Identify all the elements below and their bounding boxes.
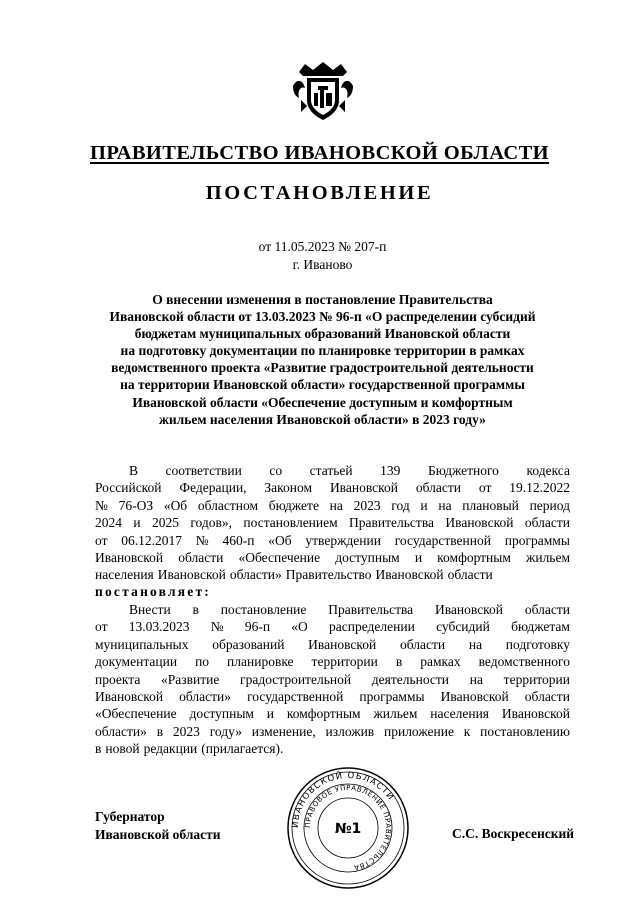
seal-outer-text: ИВАНОВСКОЙ ОБЛАСТИ bbox=[290, 770, 396, 829]
word: распределении bbox=[329, 619, 415, 635]
word: области» bbox=[95, 723, 147, 739]
word: годов», bbox=[190, 515, 233, 531]
text-line bbox=[95, 671, 570, 688]
text-line bbox=[95, 636, 570, 653]
word: от bbox=[95, 532, 108, 548]
word: 96-п bbox=[244, 619, 271, 635]
word: государственной bbox=[247, 688, 344, 704]
text-line bbox=[95, 479, 570, 496]
word: «О bbox=[291, 619, 308, 635]
text-line bbox=[95, 688, 570, 705]
word: проекта bbox=[95, 671, 141, 687]
text-line bbox=[95, 497, 570, 514]
word: № bbox=[95, 497, 108, 513]
word: № bbox=[195, 532, 209, 548]
title-line: на территории Ивановской области» государственной программы bbox=[120, 377, 525, 393]
title-line: жильем населения Ивановской области» в 2023 году» bbox=[159, 411, 486, 427]
text-line bbox=[95, 462, 570, 479]
word: редакции bbox=[143, 741, 198, 757]
word: на bbox=[329, 497, 343, 513]
word: области bbox=[524, 688, 570, 704]
word: образований bbox=[212, 636, 285, 652]
word: планировке bbox=[227, 654, 294, 670]
word: Ивановской bbox=[329, 480, 398, 496]
position-line: Ивановской области bbox=[95, 827, 221, 842]
preamble-paragraph bbox=[95, 462, 570, 584]
word: постановление bbox=[220, 602, 307, 617]
word: 2025 bbox=[151, 515, 179, 531]
word: 2023 bbox=[353, 497, 381, 513]
word: области» bbox=[179, 688, 232, 704]
resolve-word: постановляет: bbox=[95, 584, 211, 599]
word: 13.03.2023 bbox=[128, 619, 190, 635]
word: утверждении bbox=[305, 532, 381, 548]
text-line bbox=[95, 618, 570, 635]
title-line: Ивановской области от 13.03.2023 № 96-п «О распределении субсидий bbox=[109, 309, 536, 325]
word: «Обеспечение bbox=[95, 706, 177, 722]
word: Ивановской bbox=[95, 688, 164, 704]
document-type: ПОСТАНОВЛЕНИЕ bbox=[205, 182, 434, 204]
word: в bbox=[395, 654, 403, 670]
word: в bbox=[95, 741, 102, 757]
word: на bbox=[469, 671, 483, 687]
word: соответствии bbox=[165, 463, 242, 478]
official-seal bbox=[285, 765, 411, 891]
word: Правительства bbox=[349, 515, 435, 531]
word: кодекса bbox=[526, 463, 570, 478]
word: от bbox=[478, 480, 492, 496]
word: подготовку bbox=[505, 636, 570, 652]
word: Ивановской bbox=[434, 602, 504, 617]
word: постановлением bbox=[243, 515, 338, 531]
word: области bbox=[415, 480, 462, 496]
text-line bbox=[95, 740, 570, 757]
word: новой bbox=[105, 741, 140, 757]
word: населения bbox=[95, 567, 154, 583]
word: программы bbox=[504, 532, 570, 548]
word: год bbox=[391, 497, 410, 513]
word: «Об bbox=[268, 532, 292, 548]
word: государственной bbox=[394, 532, 491, 548]
word: программы bbox=[359, 688, 425, 704]
word: № bbox=[210, 619, 224, 635]
word: Российской bbox=[95, 480, 162, 496]
word: муниципальных bbox=[95, 636, 189, 652]
word: в bbox=[192, 602, 199, 617]
word: на bbox=[468, 636, 483, 652]
text-line bbox=[95, 566, 570, 583]
word: 2024 bbox=[95, 515, 122, 531]
title-line: на подготовку документации по планировке территории в рамках bbox=[120, 343, 525, 359]
word: Правительства bbox=[328, 602, 414, 617]
word: в bbox=[156, 723, 164, 739]
city: г. Иваново bbox=[292, 257, 353, 272]
word: 139 bbox=[380, 463, 401, 478]
word: 76-ОЗ bbox=[118, 497, 154, 513]
signatory-position bbox=[95, 808, 221, 844]
word: 2023 bbox=[172, 723, 200, 739]
word: бюджете bbox=[268, 497, 319, 513]
title-line: О внесении изменения в постановление Правительства bbox=[152, 292, 493, 307]
word: населения bbox=[430, 706, 490, 722]
word: Ивановской bbox=[375, 567, 444, 583]
text-line bbox=[95, 549, 570, 566]
text-line bbox=[95, 514, 570, 531]
word: Ивановской bbox=[308, 636, 377, 652]
word: области bbox=[399, 636, 446, 652]
word: Правительство bbox=[285, 567, 372, 583]
word: Законом bbox=[264, 480, 313, 496]
text-line bbox=[95, 532, 570, 549]
organization-name: ПРАВИТЕЛЬСТВО ИВАНОВСКОЙ ОБЛАСТИ bbox=[89, 142, 550, 164]
word: жильем bbox=[526, 549, 570, 565]
word: ведомственного bbox=[478, 654, 570, 670]
word: В bbox=[129, 463, 139, 478]
word: изменение, bbox=[251, 723, 316, 739]
signatory-name: С.С. Воскресенский bbox=[452, 826, 575, 841]
text-line bbox=[95, 653, 570, 670]
document-title bbox=[80, 291, 565, 428]
word: «Обеспечение bbox=[238, 549, 321, 565]
word: жильем bbox=[373, 706, 418, 722]
word: Федерации, bbox=[179, 480, 247, 496]
word: 460-п bbox=[222, 532, 255, 548]
word: и bbox=[414, 549, 423, 565]
word: изложив bbox=[325, 723, 375, 739]
word: Внести bbox=[129, 602, 171, 617]
word: Ивановской bbox=[445, 515, 514, 531]
word: постановлению bbox=[480, 723, 570, 739]
text-line bbox=[95, 723, 570, 740]
title-line: Ивановской области «Обеспечение доступным и комфортным bbox=[132, 394, 513, 410]
word: период bbox=[529, 497, 570, 513]
word: деятельности bbox=[371, 671, 450, 687]
operative-paragraph bbox=[95, 601, 570, 758]
word: Ивановской bbox=[501, 706, 570, 722]
word: от bbox=[95, 619, 108, 635]
text-line bbox=[95, 705, 570, 722]
word: со bbox=[269, 463, 283, 478]
date-and-number: от 11.05.2023 № 207-п bbox=[258, 239, 387, 254]
word: 19.12.2022 bbox=[509, 480, 570, 496]
word: области bbox=[447, 567, 493, 583]
word: Ивановской bbox=[440, 688, 509, 704]
word: области bbox=[524, 602, 570, 617]
word: рамках bbox=[420, 654, 461, 670]
word: 06.12.2017 bbox=[121, 532, 183, 548]
word: документации bbox=[95, 654, 178, 670]
word: и bbox=[420, 497, 428, 513]
position-line: Губернатор bbox=[95, 809, 165, 824]
word: доступным bbox=[335, 549, 400, 565]
word: комфортным bbox=[437, 549, 511, 565]
word: доступным bbox=[189, 706, 254, 722]
word: по bbox=[195, 654, 210, 670]
word: году» bbox=[209, 723, 242, 739]
word: Ивановской bbox=[157, 567, 226, 583]
word: градостроительной bbox=[240, 671, 352, 687]
word: территории bbox=[311, 654, 378, 670]
word: приложение bbox=[384, 723, 454, 739]
word: «Об bbox=[163, 497, 188, 513]
seal-number: №1 bbox=[334, 821, 362, 837]
word: плановый bbox=[462, 497, 519, 513]
word: и bbox=[266, 706, 275, 722]
title-line: бюджетам муниципальных образований Ивановской области bbox=[134, 326, 511, 342]
word: Бюджетного bbox=[427, 463, 499, 478]
word: области bbox=[178, 549, 224, 565]
word: территории bbox=[503, 671, 570, 687]
word: субсидий bbox=[436, 619, 490, 635]
word: комфортным bbox=[286, 706, 361, 722]
coat-of-arms-icon bbox=[291, 60, 355, 124]
word: (прилагается). bbox=[201, 741, 284, 757]
word: статьей bbox=[309, 463, 353, 478]
seal-inner-text: ПРАВОВОЕ УПРАВЛЕНИЕ ПРАВИТЕЛЬСТВА bbox=[303, 783, 393, 872]
word: области» bbox=[229, 567, 282, 583]
title-line: ведомственного проекта «Развитие градостроительной деятельности bbox=[111, 360, 534, 376]
word: и bbox=[133, 515, 141, 531]
word: Ивановской bbox=[95, 549, 164, 565]
word: к bbox=[463, 723, 471, 739]
word: «Развитие bbox=[161, 671, 220, 687]
word: областном bbox=[197, 497, 259, 513]
text-line bbox=[95, 601, 570, 618]
word: области bbox=[524, 515, 570, 531]
word: бюджетам bbox=[511, 619, 570, 635]
word: на bbox=[438, 497, 452, 513]
